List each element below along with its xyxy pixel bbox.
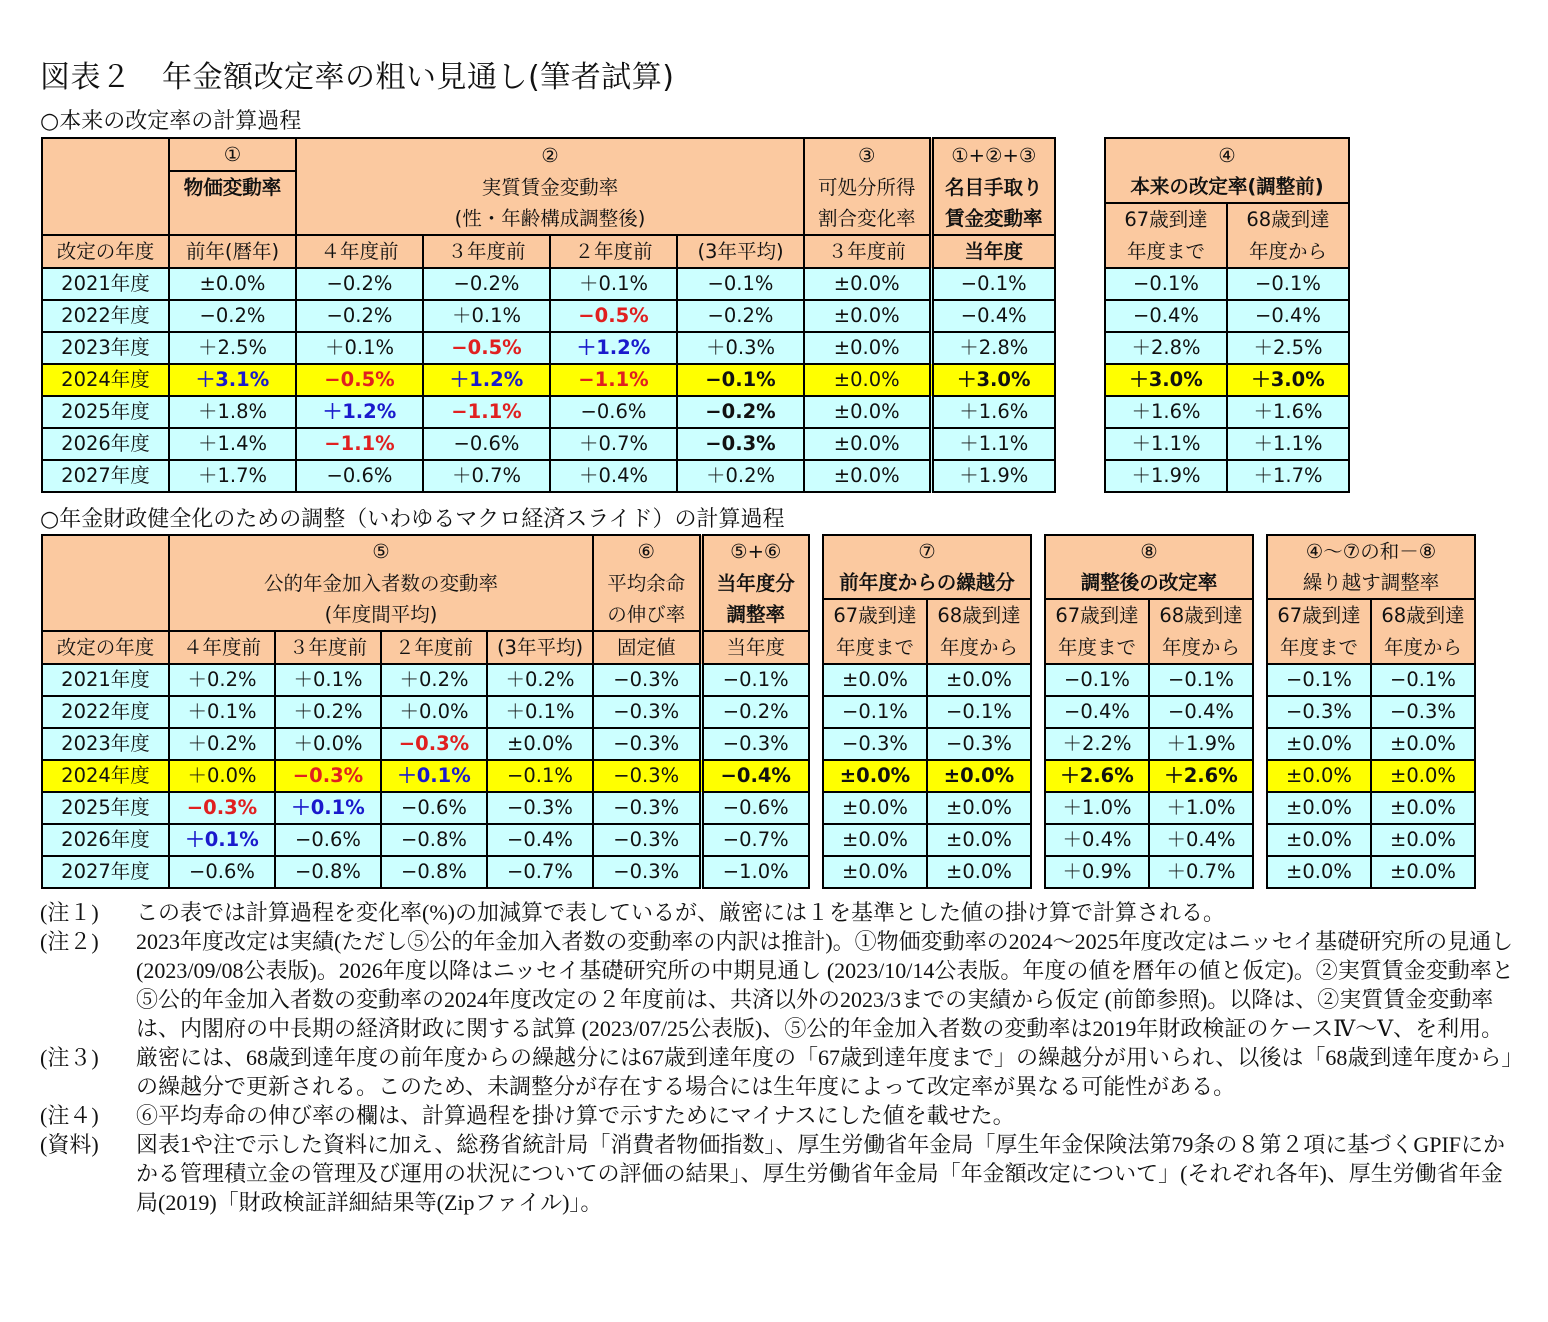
column-gap <box>809 696 823 728</box>
value-cell: −0.4% <box>701 760 809 792</box>
c7-age68-2: 年度から <box>927 631 1031 664</box>
value-cell: −0.3% <box>1371 696 1475 728</box>
year-cell: 2026年度 <box>42 428 169 460</box>
value-cell: ＋1.0% <box>1045 792 1149 824</box>
value-cell: −0.4% <box>1105 300 1227 332</box>
value-cell: ＋0.7% <box>1149 856 1253 888</box>
value-cell: ±0.0% <box>1371 856 1475 888</box>
value-cell: −0.4% <box>931 300 1055 332</box>
year-cell: 2022年度 <box>42 300 169 332</box>
value-cell: −0.6% <box>169 856 275 888</box>
value-cell: ＋3.1% <box>169 364 296 396</box>
c5-name: 本来の改定率(調整前) <box>1105 171 1349 203</box>
age68-label-2: 年度から <box>1227 235 1349 268</box>
c7-age68-1: 68歳到達 <box>927 599 1031 631</box>
value-cell: −0.8% <box>381 856 487 888</box>
c8-age67-2: 年度まで <box>1045 631 1149 664</box>
column-gap <box>1253 824 1267 856</box>
year-cell: 2027年度 <box>42 460 169 492</box>
table-row <box>42 396 1349 428</box>
value-cell: ＋1.9% <box>1105 460 1227 492</box>
value-cell: ＋0.1% <box>169 696 275 728</box>
value-cell: −0.3% <box>275 760 381 792</box>
value-cell: ＋0.3% <box>677 332 804 364</box>
column-gap <box>809 824 823 856</box>
year-cell: 2023年度 <box>42 332 169 364</box>
column-gap <box>1031 696 1045 728</box>
c9-age68-1: 68歳到達 <box>1371 599 1475 631</box>
value-cell: ＋0.0% <box>381 696 487 728</box>
value-cell: −0.1% <box>677 364 804 396</box>
column-gap <box>1055 300 1105 332</box>
value-cell: ＋1.2% <box>296 396 423 428</box>
value-cell: −0.8% <box>381 824 487 856</box>
value-cell: ±0.0% <box>823 856 927 888</box>
value-cell: ＋1.1% <box>931 428 1055 460</box>
value-cell: −0.3% <box>927 728 1031 760</box>
c1-num: ① <box>169 138 296 171</box>
footnote <box>40 1130 1520 1217</box>
footnote-label: (注３) <box>40 1045 99 1070</box>
column-gap <box>1253 792 1267 824</box>
c56-num: ⑤+⑥ <box>701 535 809 567</box>
value-cell: ±0.0% <box>1267 856 1371 888</box>
year-cell: 2023年度 <box>42 728 169 760</box>
value-cell: ＋3.0% <box>1105 364 1227 396</box>
c3-name2: 割合変化率 <box>804 203 931 235</box>
c56-name2: 調整率 <box>701 599 809 631</box>
value-cell: −0.1% <box>677 268 804 300</box>
column-gap <box>809 728 823 760</box>
value-cell: −0.5% <box>296 364 423 396</box>
c6-sub: 固定値 <box>593 631 701 664</box>
c6-name2: の伸び率 <box>593 599 701 631</box>
value-cell: ±0.0% <box>1267 728 1371 760</box>
value-cell: ＋2.5% <box>169 332 296 364</box>
value-cell: ＋0.1% <box>423 300 550 332</box>
value-cell: −0.1% <box>487 760 593 792</box>
footnote-text: 厳密には、68歳到達年度の前年度からの繰越分には67歳到達年度の「67歳到達年度まで」の繰越分が用いられ、以後は「68歳到達年度から」の繰越分で更新される。このため、未調整分が存在する場合には生年度によって改定率が異なる可能性がある。 <box>136 1045 1513 1099</box>
value-cell: −0.3% <box>677 428 804 460</box>
value-cell: ±0.0% <box>823 664 927 696</box>
c2-sub-3: (3年平均) <box>677 235 804 268</box>
value-cell: ±0.0% <box>927 760 1031 792</box>
value-cell: ＋0.2% <box>169 728 275 760</box>
base-rate-table <box>41 137 1350 493</box>
footnote-label: (注１) <box>40 900 99 925</box>
value-cell: ±0.0% <box>804 428 931 460</box>
value-cell: ＋2.2% <box>1045 728 1149 760</box>
value-cell: ±0.0% <box>823 824 927 856</box>
c5-num: ④ <box>1105 138 1349 171</box>
c5-sub-1: ３年度前 <box>275 631 381 664</box>
column-gap <box>1031 760 1045 792</box>
value-cell: ±0.0% <box>804 332 931 364</box>
c5-name: 公的年金加入者数の変動率 <box>169 567 593 599</box>
column-gap <box>1253 696 1267 728</box>
value-cell: ＋0.1% <box>275 792 381 824</box>
value-cell: ＋0.2% <box>275 696 381 728</box>
value-cell: −0.3% <box>701 728 809 760</box>
value-cell: −0.3% <box>487 792 593 824</box>
value-cell: ＋1.2% <box>550 332 677 364</box>
value-cell: ＋1.4% <box>169 428 296 460</box>
column-gap <box>1055 332 1105 364</box>
value-cell: ＋0.1% <box>275 664 381 696</box>
value-cell: −1.0% <box>701 856 809 888</box>
year-header: 改定の年度 <box>42 631 169 664</box>
value-cell: −0.3% <box>593 856 701 888</box>
table-row <box>42 728 1475 760</box>
value-cell: ＋0.1% <box>381 760 487 792</box>
value-cell: −0.2% <box>701 696 809 728</box>
value-cell: −0.3% <box>381 728 487 760</box>
value-cell: ＋1.7% <box>1227 460 1349 492</box>
c5-sub-2: ２年度前 <box>381 631 487 664</box>
c6-num: ⑥ <box>593 535 701 567</box>
table-row <box>42 428 1349 460</box>
value-cell: ±0.0% <box>1371 760 1475 792</box>
year-cell: 2021年度 <box>42 664 169 696</box>
value-cell: −0.6% <box>701 792 809 824</box>
year-cell: 2027年度 <box>42 856 169 888</box>
value-cell: −0.2% <box>677 396 804 428</box>
section1-heading: ○本来の改定率の計算過程 <box>40 109 302 134</box>
value-cell: −0.3% <box>593 728 701 760</box>
c5-sub-0: ４年度前 <box>169 631 275 664</box>
value-cell: ＋0.7% <box>550 428 677 460</box>
value-cell: ＋0.4% <box>1045 824 1149 856</box>
c7-age67-1: 67歳到達 <box>823 599 927 631</box>
value-cell: ＋1.6% <box>931 396 1055 428</box>
column-gap <box>1031 792 1045 824</box>
value-cell: ＋1.9% <box>1149 728 1253 760</box>
value-cell: −0.3% <box>593 760 701 792</box>
footnote-text: ⑥平均寿命の伸び率の欄は、計算過程を掛け算で示すためにマイナスにした値を載せた。 <box>136 1103 1015 1128</box>
value-cell: −0.2% <box>296 300 423 332</box>
footnote <box>40 1043 1520 1101</box>
header-spacer <box>42 535 169 631</box>
c8-age68-2: 年度から <box>1149 631 1253 664</box>
value-cell: ＋0.2% <box>677 460 804 492</box>
c9-age67-2: 年度まで <box>1267 631 1371 664</box>
value-cell: −0.6% <box>275 824 381 856</box>
c7-num: ⑦ <box>823 535 1031 567</box>
footnotes <box>40 898 1520 1217</box>
value-cell: ＋0.0% <box>275 728 381 760</box>
c8-age67-1: 67歳到達 <box>1045 599 1149 631</box>
value-cell: ＋0.4% <box>1149 824 1253 856</box>
column-gap <box>809 792 823 824</box>
column-gap <box>1031 856 1045 888</box>
table-row <box>42 364 1349 396</box>
year-cell: 2025年度 <box>42 792 169 824</box>
value-cell: −0.5% <box>550 300 677 332</box>
value-cell: −0.1% <box>1371 664 1475 696</box>
column-gap <box>1253 760 1267 792</box>
value-cell: ＋1.0% <box>1149 792 1253 824</box>
c9-age68-2: 年度から <box>1371 631 1475 664</box>
value-cell: −0.4% <box>1227 300 1349 332</box>
value-cell: −0.4% <box>1149 696 1253 728</box>
value-cell: ＋0.1% <box>550 268 677 300</box>
c56-sub: 当年度 <box>701 631 809 664</box>
table-row <box>42 760 1475 792</box>
value-cell: ±0.0% <box>823 760 927 792</box>
footnote-label: (注４) <box>40 1103 99 1128</box>
value-cell: ＋1.2% <box>423 364 550 396</box>
value-cell: −0.3% <box>1267 696 1371 728</box>
value-cell: −0.1% <box>927 696 1031 728</box>
value-cell: −0.1% <box>1105 268 1227 300</box>
value-cell: ＋0.2% <box>487 664 593 696</box>
value-cell: ＋3.0% <box>1227 364 1349 396</box>
page-title: 図表２ 年金額改定率の粗い見通し(筆者試算) <box>40 60 675 95</box>
c8-num: ⑧ <box>1045 535 1253 567</box>
c6-name: 平均余命 <box>593 567 701 599</box>
c2-name: 実質賃金変動率 <box>296 171 804 203</box>
value-cell: −0.2% <box>296 268 423 300</box>
c7-name: 前年度からの繰越分 <box>823 567 1031 599</box>
value-cell: ＋0.1% <box>296 332 423 364</box>
value-cell: ±0.0% <box>1371 824 1475 856</box>
column-gap <box>1253 856 1267 888</box>
c3-num: ③ <box>804 138 931 171</box>
value-cell: ＋2.8% <box>931 332 1055 364</box>
c5-name2: (年度間平均) <box>169 599 593 631</box>
value-cell: −0.3% <box>169 792 275 824</box>
c2-sub-2: ２年度前 <box>550 235 677 268</box>
footnote <box>40 1101 1520 1130</box>
value-cell: ±0.0% <box>1371 728 1475 760</box>
value-cell: ±0.0% <box>927 856 1031 888</box>
value-cell: ＋0.9% <box>1045 856 1149 888</box>
year-cell: 2024年度 <box>42 760 169 792</box>
value-cell: ＋2.6% <box>1045 760 1149 792</box>
year-cell: 2025年度 <box>42 396 169 428</box>
c3-name: 可処分所得 <box>804 171 931 203</box>
value-cell: ±0.0% <box>927 792 1031 824</box>
value-cell: −0.1% <box>931 268 1055 300</box>
c5-sub-3: (3年平均) <box>487 631 593 664</box>
value-cell: ±0.0% <box>804 268 931 300</box>
column-gap <box>1031 824 1045 856</box>
c4-num: ①+②+③ <box>931 138 1055 171</box>
c7-age67-2: 年度まで <box>823 631 927 664</box>
c3-sub: ３年度前 <box>804 235 931 268</box>
c9-name: 繰り越す調整率 <box>1267 567 1475 599</box>
value-cell: ±0.0% <box>804 300 931 332</box>
c2-name2: (性・年齢構成調整後) <box>296 203 804 235</box>
value-cell: −0.3% <box>593 664 701 696</box>
section2-heading: ○年金財政健全化のための調整（いわゆるマクロ経済スライド）の計算過程 <box>40 507 785 532</box>
value-cell: −0.1% <box>1267 664 1371 696</box>
c4-name: 名目手取り <box>931 171 1055 203</box>
c8-name: 調整後の改定率 <box>1045 567 1253 599</box>
value-cell: −0.6% <box>550 396 677 428</box>
value-cell: −0.1% <box>1045 664 1149 696</box>
value-cell: ＋0.4% <box>550 460 677 492</box>
column-gap <box>1055 428 1105 460</box>
value-cell: ＋0.0% <box>169 760 275 792</box>
column-gap <box>809 664 823 696</box>
value-cell: ＋2.6% <box>1149 760 1253 792</box>
footnote-label: (資料) <box>40 1132 99 1157</box>
column-gap <box>809 856 823 888</box>
c4-name2: 賃金変動率 <box>931 203 1055 235</box>
year-header: 改定の年度 <box>42 235 169 268</box>
value-cell: −0.5% <box>423 332 550 364</box>
c9-num: ④～⑦の和－⑧ <box>1267 535 1475 567</box>
value-cell: ＋0.1% <box>169 824 275 856</box>
value-cell: ±0.0% <box>1267 760 1371 792</box>
header-spacer <box>42 138 169 235</box>
table-row <box>42 664 1475 696</box>
value-cell: −0.6% <box>381 792 487 824</box>
table-row <box>42 856 1475 888</box>
value-cell: ±0.0% <box>1267 792 1371 824</box>
value-cell: −0.3% <box>593 696 701 728</box>
value-cell: ＋0.2% <box>169 664 275 696</box>
footnote-text: 図表1や注で示した資料に加え、総務省統計局「消費者物価指数」、厚生労働省年金局「厚生年金保険法第79条の８第２項に基づくGPIFにかかる管理積立金の管理及び運用の状況についての評価の結果」、厚生労働省年金局「年金額改定について」(それぞれ各年)、厚生労働省年金局(2019)「財政検証詳細結果等(Zipファイル)」。 <box>136 1132 1506 1215</box>
footnote-label: (注２) <box>40 929 99 954</box>
year-cell: 2022年度 <box>42 696 169 728</box>
column-gap <box>1031 664 1045 696</box>
table-row <box>42 332 1349 364</box>
value-cell: −1.1% <box>550 364 677 396</box>
value-cell: ±0.0% <box>804 460 931 492</box>
c8-age68-1: 68歳到達 <box>1149 599 1253 631</box>
age68-label-1: 68歳到達 <box>1227 203 1349 235</box>
year-cell: 2026年度 <box>42 824 169 856</box>
value-cell: ＋1.8% <box>169 396 296 428</box>
value-cell: −0.2% <box>677 300 804 332</box>
c1-sub: 前年(暦年) <box>169 235 296 268</box>
value-cell: −0.3% <box>593 792 701 824</box>
c2-sub-1: ３年度前 <box>423 235 550 268</box>
value-cell: −0.7% <box>487 856 593 888</box>
value-cell: −0.2% <box>169 300 296 332</box>
value-cell: −0.3% <box>823 728 927 760</box>
table-row <box>42 268 1349 300</box>
value-cell: ＋1.9% <box>931 460 1055 492</box>
footnote <box>40 898 1520 927</box>
value-cell: ±0.0% <box>487 728 593 760</box>
value-cell: ＋1.7% <box>169 460 296 492</box>
table-row <box>42 792 1475 824</box>
column-gap <box>1055 364 1105 396</box>
column-gap <box>809 760 823 792</box>
value-cell: ＋2.5% <box>1227 332 1349 364</box>
macro-slide-table <box>41 534 1476 889</box>
column-gap <box>1253 664 1267 696</box>
footnote-text: 2023年度改定は実績(ただし⑤公的年金加入者数の変動率の内訳は推計)。①物価変動率の2024～2025年度改定はニッセイ基礎研究所の見通し(2023/09/08公表版)。2026年度以降はニッセイ基礎研究所の中期見通し (2023/10/14公表版。年度の値を暦年の値と仮定)。②実質賃金変動率と⑤公的年金加入者数の変動率の2024年度改定の２年度前は、共済以外の2023/3までの実績から仮定 (前節参照)。以降は、②実質賃金変動率は、内閣府の中長期の経済財政に関する試算 (2023/07/25公表版)、⑤公的年金加入者数の変動率は2019年財政検証のケースⅣ～Ⅴ、を利用。 <box>136 929 1514 1041</box>
column-gap <box>1031 728 1045 760</box>
table-row <box>42 460 1349 492</box>
value-cell: ＋2.8% <box>1105 332 1227 364</box>
value-cell: −0.1% <box>701 664 809 696</box>
value-cell: ±0.0% <box>927 664 1031 696</box>
value-cell: ±0.0% <box>169 268 296 300</box>
column-gap <box>1055 268 1105 300</box>
value-cell: ±0.0% <box>804 396 931 428</box>
column-gap <box>1055 460 1105 492</box>
year-cell: 2021年度 <box>42 268 169 300</box>
age67-label-2: 年度まで <box>1105 235 1227 268</box>
value-cell: ＋1.1% <box>1105 428 1227 460</box>
value-cell: ±0.0% <box>823 792 927 824</box>
footnote <box>40 927 1520 1043</box>
column-gap <box>1253 728 1267 760</box>
value-cell: ＋3.0% <box>931 364 1055 396</box>
value-cell: −0.4% <box>1045 696 1149 728</box>
footnote-text: この表では計算過程を変化率(%)の加減算で表しているが、厳密には１を基準とした値の掛け算で計算される。 <box>136 900 1225 925</box>
value-cell: ＋1.1% <box>1227 428 1349 460</box>
table-row <box>42 824 1475 856</box>
value-cell: ±0.0% <box>927 824 1031 856</box>
value-cell: −0.4% <box>487 824 593 856</box>
c9-age67-1: 67歳到達 <box>1267 599 1371 631</box>
value-cell: ＋0.7% <box>423 460 550 492</box>
value-cell: ＋1.6% <box>1105 396 1227 428</box>
value-cell: −0.8% <box>275 856 381 888</box>
year-cell: 2024年度 <box>42 364 169 396</box>
c4-sub: 当年度 <box>931 235 1055 268</box>
value-cell: −0.7% <box>701 824 809 856</box>
value-cell: −0.6% <box>296 460 423 492</box>
value-cell: ±0.0% <box>1371 792 1475 824</box>
table-row <box>42 300 1349 332</box>
c56-name: 当年度分 <box>701 567 809 599</box>
value-cell: ±0.0% <box>804 364 931 396</box>
value-cell: −0.3% <box>593 824 701 856</box>
value-cell: −1.1% <box>423 396 550 428</box>
value-cell: ＋0.2% <box>381 664 487 696</box>
value-cell: ＋0.1% <box>487 696 593 728</box>
age67-label-1: 67歳到達 <box>1105 203 1227 235</box>
value-cell: ＋1.6% <box>1227 396 1349 428</box>
c2-sub-0: ４年度前 <box>296 235 423 268</box>
column-gap <box>1055 396 1105 428</box>
value-cell: −0.1% <box>1149 664 1253 696</box>
c5-num: ⑤ <box>169 535 593 567</box>
value-cell: −0.1% <box>1227 268 1349 300</box>
table-row <box>42 696 1475 728</box>
value-cell: −1.1% <box>296 428 423 460</box>
c2-num: ② <box>296 138 804 171</box>
value-cell: −0.1% <box>823 696 927 728</box>
value-cell: −0.2% <box>423 268 550 300</box>
value-cell: ±0.0% <box>1267 824 1371 856</box>
c1-name: 物価変動率 <box>169 171 296 235</box>
value-cell: −0.6% <box>423 428 550 460</box>
